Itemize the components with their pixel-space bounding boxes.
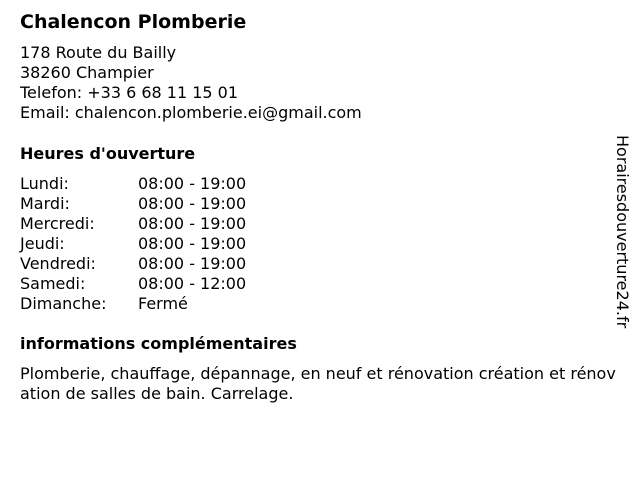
hours-row-wednesday bbox=[20, 214, 246, 234]
phone-number: Telefon: +33 6 68 11 15 01 bbox=[20, 83, 239, 102]
hours-row-sunday bbox=[20, 294, 246, 314]
time-range: 08:00 - 19:00 bbox=[138, 254, 247, 273]
business-name: Chalencon Plomberie bbox=[20, 11, 247, 33]
day-label: Mercredi: bbox=[20, 214, 95, 233]
day-label: Dimanche: bbox=[20, 294, 107, 313]
time-range: Fermé bbox=[138, 294, 188, 313]
hours-row-friday bbox=[20, 254, 246, 274]
time-range: 08:00 - 19:00 bbox=[138, 234, 247, 253]
opening-hours-heading: Heures d'ouverture bbox=[20, 144, 196, 163]
day-label: Jeudi: bbox=[20, 234, 65, 253]
address-city: 38260 Champier bbox=[20, 63, 154, 82]
day-label: Lundi: bbox=[20, 174, 69, 193]
day-label: Vendredi: bbox=[20, 254, 96, 273]
time-range: 08:00 - 19:00 bbox=[138, 214, 247, 233]
day-label: Mardi: bbox=[20, 194, 70, 213]
hours-row-monday bbox=[20, 174, 246, 194]
time-range: 08:00 - 19:00 bbox=[138, 174, 247, 193]
hours-row-thursday bbox=[20, 234, 246, 254]
address-street: 178 Route du Bailly bbox=[20, 43, 177, 62]
time-range: 08:00 - 12:00 bbox=[138, 274, 247, 293]
contact-info bbox=[20, 43, 362, 123]
opening-hours-table bbox=[20, 174, 246, 314]
hours-row-tuesday bbox=[20, 194, 246, 214]
day-label: Samedi: bbox=[20, 274, 86, 293]
time-range: 08:00 - 19:00 bbox=[138, 194, 247, 213]
site-watermark: Horairesdouverture24.fr bbox=[613, 135, 632, 329]
hours-row-saturday bbox=[20, 274, 246, 294]
additional-info-text: Plomberie, chauffage, dépannage, en neuf et rénovation création et rénovation de salles de bain. Carrelage. bbox=[20, 364, 616, 403]
email-address: Email: chalencon.plomberie.ei@gmail.com bbox=[20, 103, 362, 122]
additional-info-heading: informations complémentaires bbox=[20, 334, 297, 353]
